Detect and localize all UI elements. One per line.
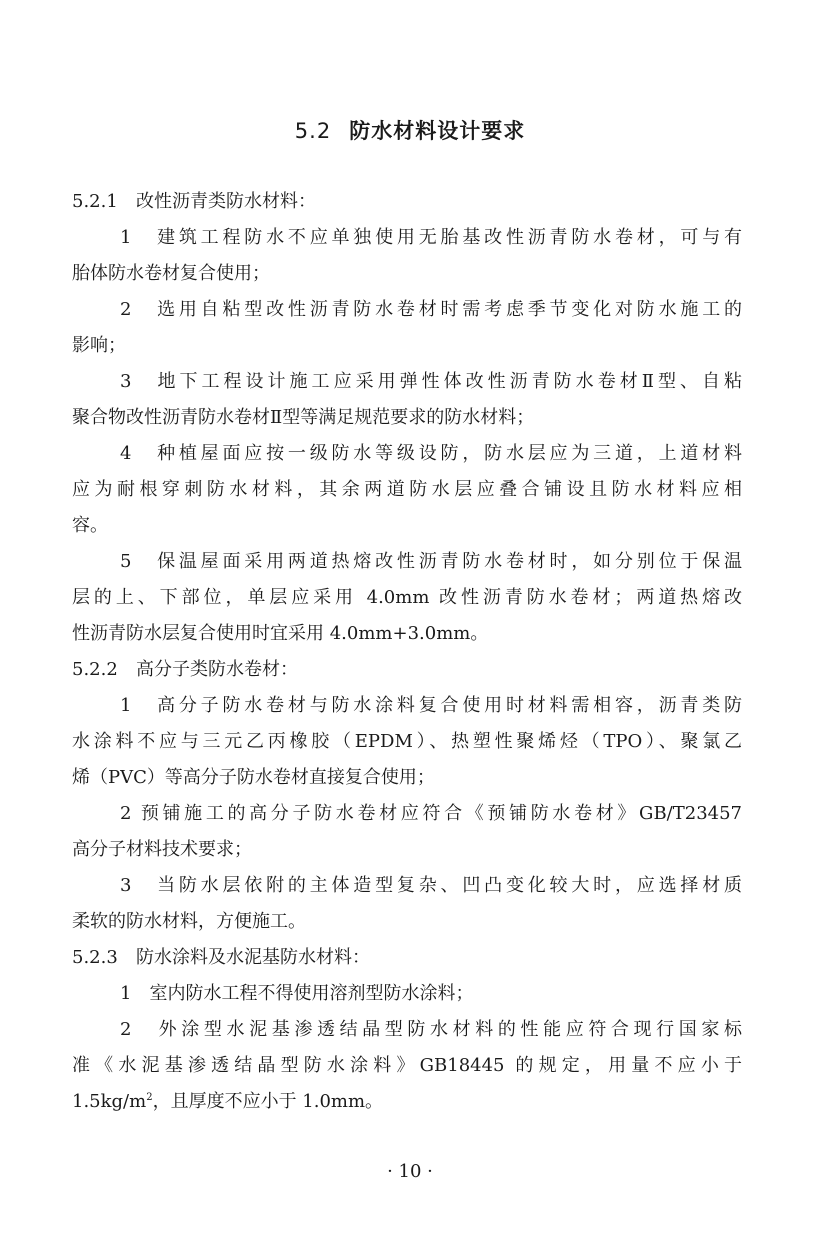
list-item-line: 1 室内防水工程不得使用溶剂型防水涂料； (120, 983, 474, 1004)
subsection-heading (72, 652, 742, 688)
list-item-line: 性沥青防水层复合使用时宜采用 4.0mm+3.0mm。 (72, 623, 489, 644)
list-item-line: 胎体防水卷材复合使用； (72, 263, 270, 284)
list-item-line: 2 外涂型水泥基渗透结晶型防水材料的性能应符合现行国家标 (120, 1019, 742, 1040)
thickness-clause: ，且厚度不应小于 1.0mm。 (152, 1091, 384, 1112)
subsection-number: 5.2.1 (72, 191, 118, 212)
list-item-line: 柔软的防水材料，方便施工。 (72, 911, 306, 932)
list-item-line: 聚合物改性沥青防水卷材Ⅱ型等满足规范要求的防水材料； (72, 407, 535, 428)
subsection-number: 5.2.3 (72, 947, 118, 968)
list-item-line: 2 选用自粘型改性沥青防水卷材时需考虑季节变化对防水施工的 (120, 299, 742, 320)
list-item-line: 准《水泥基渗透结晶型防水涂料》GB18445 的规定，用量不应小于 (72, 1055, 742, 1076)
list-item-line: 4 种植屋面应按一级防水等级设防，防水层应为三道，上道材料 (120, 443, 742, 464)
list-item-line: 容。 (72, 515, 108, 536)
list-item-line: 高分子材料技术要求； (72, 839, 252, 860)
list-item-line: 层的上、下部位，单层应采用 4.0mm 改性沥青防水卷材；两道热熔改 (72, 587, 743, 608)
dosage-value: 1.5kg/m (72, 1091, 147, 1112)
list-item-line: 影响； (72, 335, 126, 356)
list-item-line: 烯（PVC）等高分子防水卷材直接复合使用； (72, 767, 435, 788)
section-title (72, 116, 748, 146)
superscript-exponent: 2 (146, 1092, 153, 1103)
subsection-heading-text: 改性沥青类防水材料： (136, 191, 316, 212)
section-title-text: 防水材料设计要求 (349, 119, 526, 143)
document-body (72, 184, 742, 1120)
list-item-line: 1 高分子防水卷材与防水涂料复合使用时材料需相容，沥青类防 (120, 695, 742, 716)
list-item-line: 3 当防水层依附的主体造型复杂、凹凸变化较大时，应选择材质 (120, 875, 742, 896)
section-title-number: 5.2 (294, 119, 332, 143)
list-item-line (72, 1084, 742, 1120)
subsection-number: 5.2.2 (72, 659, 118, 680)
subsection-heading (72, 940, 742, 976)
list-item-line: 3 地下工程设计施工应采用弹性体改性沥青防水卷材Ⅱ型、自粘 (120, 371, 742, 392)
subsection-heading (72, 184, 742, 220)
page-number: · 10 · (387, 1161, 433, 1182)
list-item-line: 水涂料不应与三元乙丙橡胶（EPDM）、热塑性聚烯烃（TPO）、聚氯乙 (72, 731, 742, 752)
list-item-line: 5 保温屋面采用两道热熔改性沥青防水卷材时，如分别位于保温 (120, 551, 742, 572)
subsection-heading-text: 高分子类防水卷材： (136, 659, 298, 680)
list-item-line: 1 建筑工程防水不应单独使用无胎基改性沥青防水卷材，可与有 (120, 227, 742, 248)
list-item-line: 2 预铺施工的高分子防水卷材应符合《预铺防水卷材》GB/T23457 (120, 803, 742, 824)
subsection-heading-text: 防水涂料及水泥基防水材料： (136, 947, 370, 968)
list-item-line: 应为耐根穿刺防水材料，其余两道防水层应叠合铺设且防水材料应相 (72, 479, 742, 500)
